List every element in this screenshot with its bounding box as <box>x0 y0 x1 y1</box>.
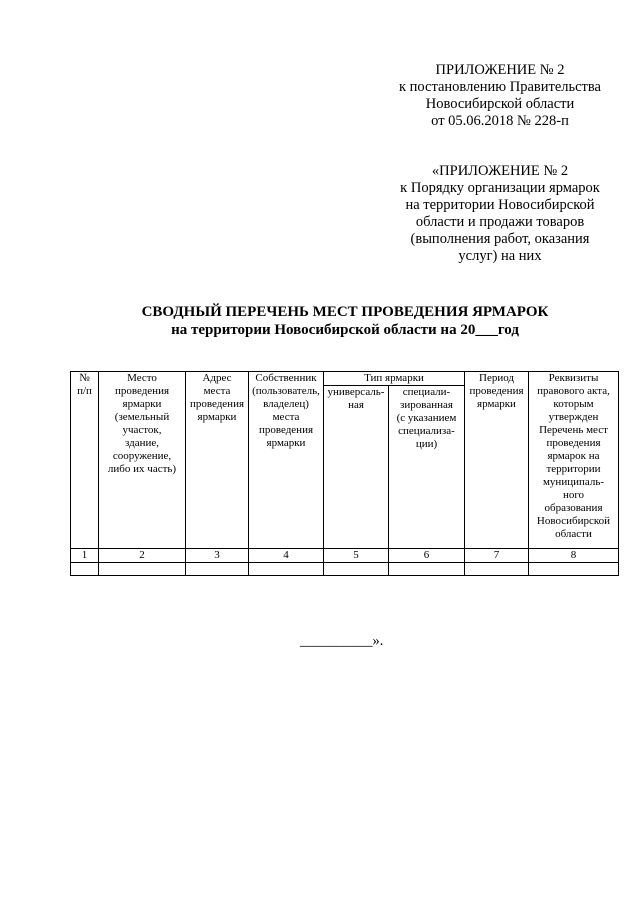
table-cell <box>529 563 619 576</box>
column-number: 3 <box>186 549 249 563</box>
table-cell <box>249 563 324 576</box>
header-cell-universal: универсаль- ная <box>324 386 389 549</box>
appendix-inner-line: услуг) на них <box>458 248 542 264</box>
column-number: 6 <box>389 549 465 563</box>
closing-line: __________». <box>300 633 384 649</box>
appendix-inner-heading <box>380 163 620 265</box>
column-number: 7 <box>465 549 529 563</box>
column-number: 1 <box>71 549 99 563</box>
appendix-inner-line: области и продажи товаров <box>415 214 585 230</box>
table-row <box>71 563 619 576</box>
header-cell-legal-act: Реквизиты правового акта, которым утвержден Перечень мест проведения ярмарок на территории муниципаль- ного образования Новосибирской области <box>529 372 619 549</box>
appendix-main-line: к постановлению Правительства <box>399 79 601 95</box>
header-cell-specialized: специали- зированная (с указанием специализа- ции) <box>389 386 465 549</box>
appendix-inner-line: к Порядку организации ярмарок <box>400 180 600 196</box>
fairs-table <box>70 371 619 576</box>
table-cell <box>465 563 529 576</box>
column-number: 8 <box>529 549 619 563</box>
table-cell <box>186 563 249 576</box>
header-cell-location: Место проведения ярмарки (земельный участок, здание, сооружение, либо их часть) <box>99 372 186 549</box>
appendix-main-heading <box>380 62 620 130</box>
title-line-2: на территории Новосибирской области на 20___год <box>171 322 519 338</box>
table-header-row <box>71 372 619 386</box>
header-cell-address: Адрес места проведения ярмарки <box>186 372 249 549</box>
column-number: 4 <box>249 549 324 563</box>
appendix-main-line: ПРИЛОЖЕНИЕ № 2 <box>435 62 565 78</box>
header-cell-period: Период проведения ярмарки <box>465 372 529 549</box>
table-cell <box>71 563 99 576</box>
column-number: 5 <box>324 549 389 563</box>
header-cell-owner: Собственник (пользователь, владелец) места проведения ярмарки <box>249 372 324 549</box>
header-cell-fair-type: Тип ярмарки <box>324 372 465 386</box>
appendix-main-line: от 05.06.2018 № 228-п <box>431 113 569 129</box>
table-cell <box>389 563 465 576</box>
appendix-inner-line: на территории Новосибирской <box>405 197 595 213</box>
header-cell-number: № п/п <box>71 372 99 549</box>
appendix-inner-line: «ПРИЛОЖЕНИЕ № 2 <box>431 163 569 179</box>
table-cell <box>99 563 186 576</box>
table-cell <box>324 563 389 576</box>
document-title <box>70 303 620 339</box>
table-column-numbers-row <box>71 549 619 563</box>
appendix-main-line: Новосибирской области <box>425 96 575 112</box>
appendix-inner-line: (выполнения работ, оказания <box>410 231 590 247</box>
title-line-1: СВОДНЫЙ ПЕРЕЧЕНЬ МЕСТ ПРОВЕДЕНИЯ ЯРМАРОК <box>141 304 549 320</box>
column-number: 2 <box>99 549 186 563</box>
